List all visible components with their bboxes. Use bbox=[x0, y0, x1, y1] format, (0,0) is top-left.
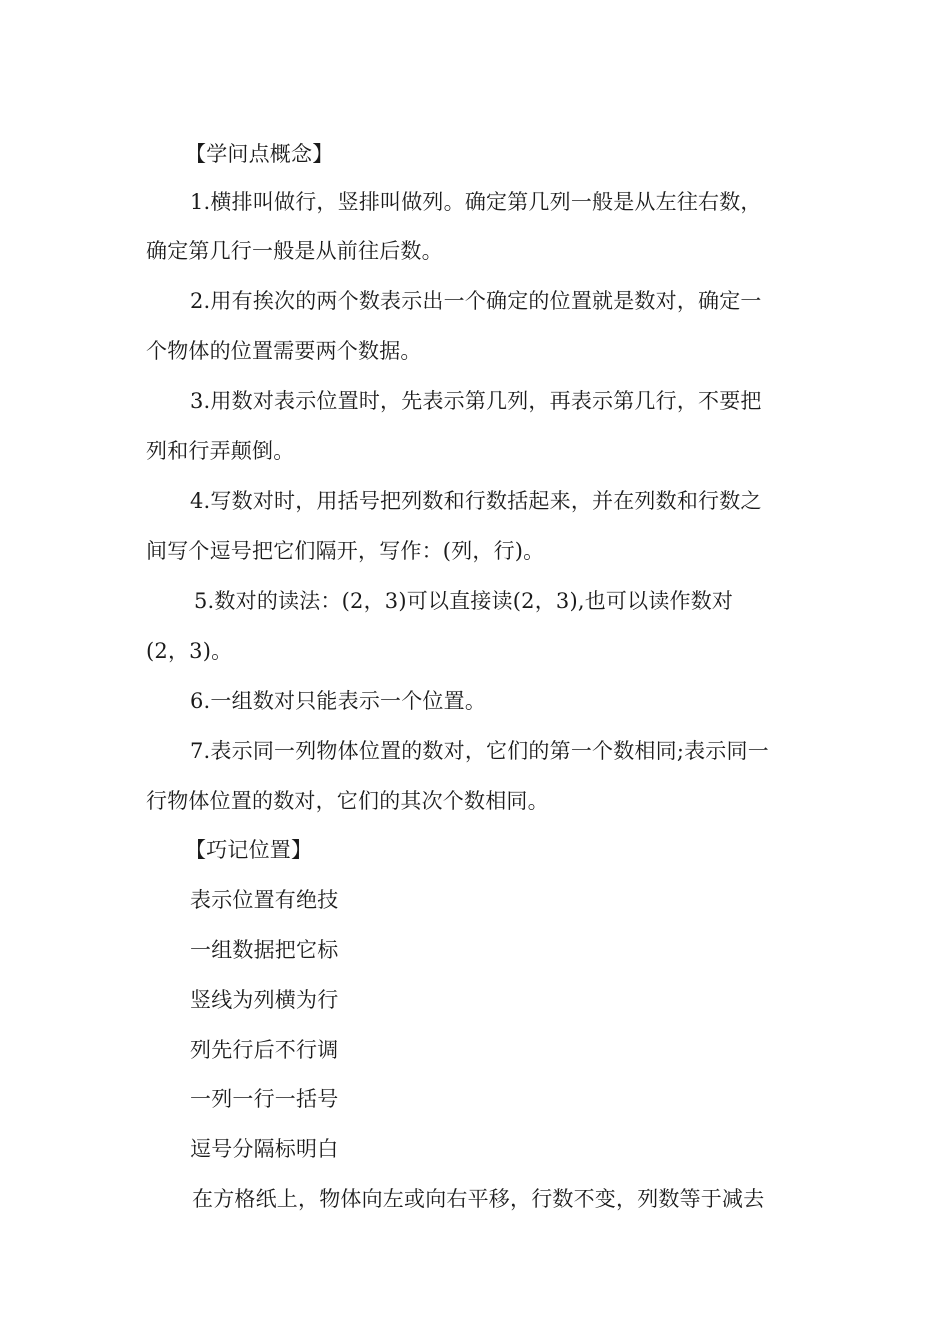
paragraph-item1-line2: 确定第几行一般是从前往后数。 bbox=[146, 239, 443, 263]
paragraph-item5-line1: 5.数对的读法：(2，3)可以直接读(2，3),也可以读作数对 bbox=[194, 589, 734, 613]
paragraph-item1-line1: 1.横排叫做行，竖排叫做列。确定第几列一般是从左往右数， bbox=[190, 190, 762, 214]
paragraph-item3-line2: 列和行弄颠倒。 bbox=[146, 439, 295, 463]
paragraph-item2-line1: 2.用有挨次的两个数表示出一个确定的位置就是数对，确定一 bbox=[190, 289, 762, 313]
poem-line: 竖线为列横为行 bbox=[190, 988, 339, 1012]
paragraph-item2-line2: 个物体的位置需要两个数据。 bbox=[146, 339, 422, 363]
paragraph-item7-line2: 行物体位置的数对，它们的其次个数相同。 bbox=[146, 789, 549, 813]
paragraph-item4-line1: 4.写数对时，用括号把列数和行数括起来，并在列数和行数之 bbox=[190, 489, 762, 513]
paragraph-item3-line1: 3.用数对表示位置时，先表示第几列，再表示第几行，不要把 bbox=[190, 389, 762, 413]
poem-line: 一列一行一括号 bbox=[190, 1087, 339, 1111]
paragraph-final-line: 在方格纸上，物体向左或向右平移，行数不变，列数等于减去 bbox=[192, 1187, 765, 1211]
paragraph-item6: 6.一组数对只能表示一个位置。 bbox=[190, 689, 487, 713]
poem-line: 逗号分隔标明白 bbox=[190, 1137, 339, 1161]
poem-line: 一组数据把它标 bbox=[190, 938, 339, 962]
paragraph-item5-line2: (2，3)。 bbox=[146, 639, 233, 663]
section-heading-concepts: 【学问点概念】 bbox=[185, 142, 334, 166]
paragraph-item4-line2: 间写个逗号把它们隔开，写作：(列，行)。 bbox=[146, 539, 545, 563]
poem-line: 列先行后不行调 bbox=[190, 1038, 339, 1062]
poem-line: 表示位置有绝技 bbox=[190, 888, 339, 912]
paragraph-item7-line1: 7.表示同一列物体位置的数对，它们的第一个数相同;表示同一 bbox=[190, 739, 769, 763]
section-heading-mnemonic: 【巧记位置】 bbox=[185, 838, 313, 862]
